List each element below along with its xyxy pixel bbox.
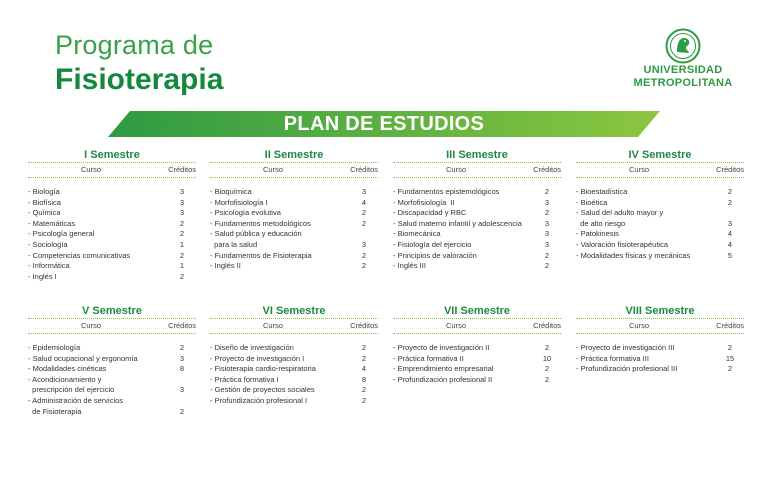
- course-name: - Principios de valoración: [393, 250, 477, 260]
- column-header: [576, 163, 744, 177]
- course-credits: 2: [544, 250, 550, 260]
- course-column-header: Curso: [628, 321, 649, 330]
- course-credits: 4: [727, 229, 733, 239]
- course-credits: 4: [361, 197, 367, 207]
- course-name: prescripción del ejercicio: [28, 385, 115, 395]
- course-credits: 3: [179, 187, 185, 196]
- dotted-divider: [28, 333, 196, 334]
- course-list: [393, 343, 561, 385]
- course-row: [576, 229, 744, 240]
- course-name: - Acondicionamiento y: [28, 374, 102, 384]
- credits-column-header: Créditos: [350, 321, 378, 330]
- course-name: - Salud del adulto mayor y: [576, 208, 664, 218]
- course-row: [210, 343, 378, 354]
- course-credits: 2: [544, 261, 550, 271]
- course-credits: 2: [727, 364, 733, 374]
- course-credits: 2: [361, 261, 367, 271]
- course-row: [576, 240, 744, 251]
- course-row: [210, 261, 378, 272]
- course-column-header: Curso: [80, 165, 101, 174]
- course-row: [393, 219, 561, 230]
- course-row: [393, 261, 561, 272]
- semester-block: [210, 148, 378, 272]
- course-row: [393, 251, 561, 262]
- course-row: [576, 354, 744, 365]
- course-row: [210, 396, 378, 407]
- plan-banner: [108, 111, 660, 137]
- course-credits: 3: [361, 187, 367, 196]
- course-row: [28, 364, 196, 375]
- course-row: [28, 240, 196, 251]
- course-row: [28, 343, 196, 354]
- course-credits: 2: [179, 343, 185, 352]
- semester-block: [576, 148, 744, 261]
- course-name: - Práctica formativa II: [393, 353, 464, 363]
- university-name-line1: UNIVERSIDAD: [643, 64, 723, 76]
- course-row: [210, 187, 378, 198]
- course-name: - Práctica formativa I: [210, 374, 279, 384]
- course-name: - Informática: [28, 261, 70, 271]
- credits-column-header: Créditos: [168, 165, 196, 174]
- course-name: - Valoración fisioterapéutica: [576, 239, 668, 249]
- course-name: de alto riesgo: [576, 218, 626, 228]
- course-credits: 4: [361, 364, 367, 374]
- course-row: [393, 198, 561, 209]
- course-row: [28, 229, 196, 240]
- dotted-divider: [210, 333, 378, 334]
- course-credits: 2: [361, 218, 367, 228]
- course-row: [393, 375, 561, 386]
- course-column-header: Curso: [445, 165, 466, 174]
- course-name: - Profundización profesional II: [393, 374, 493, 384]
- course-credits: [168, 396, 196, 407]
- course-name: - Profundización profesional I: [210, 395, 308, 405]
- banner-title: PLAN DE ESTUDIOS: [283, 113, 485, 135]
- course-list: [576, 187, 744, 261]
- course-name: - Sociología: [28, 239, 68, 249]
- course-row: [576, 219, 744, 230]
- course-row: [393, 343, 561, 354]
- column-header: [210, 163, 378, 177]
- course-credits: 1: [179, 261, 185, 271]
- course-row: [210, 208, 378, 219]
- course-row: [28, 198, 196, 209]
- course-credits: 3: [179, 197, 185, 207]
- dotted-divider: [393, 333, 561, 334]
- dotted-divider: [210, 177, 378, 178]
- course-credits: 8: [361, 374, 367, 384]
- dotted-divider: [393, 177, 561, 178]
- course-column-header: Curso: [445, 321, 466, 330]
- course-name: - Práctica formativa III: [576, 353, 649, 363]
- credits-column-header: Créditos: [716, 321, 744, 330]
- course-name: - Modalidades cinéticas: [28, 364, 107, 374]
- course-credits: [168, 375, 196, 386]
- course-row: [28, 407, 196, 418]
- semester-block: [393, 304, 561, 385]
- dotted-divider: [28, 177, 196, 178]
- course-row: [576, 251, 744, 262]
- program-title-line1: Programa de: [55, 30, 214, 60]
- course-credits: 2: [361, 250, 367, 260]
- column-header: [393, 319, 561, 333]
- course-name: - Administración de servicios: [28, 395, 124, 405]
- course-name: - Emprendimiento empresarial: [393, 364, 494, 374]
- course-credits: 2: [361, 385, 367, 395]
- course-credits: 2: [361, 353, 367, 363]
- course-credits: 2: [361, 395, 367, 405]
- credits-column-header: Créditos: [350, 165, 378, 174]
- semester-title: V Semestre: [82, 305, 142, 317]
- course-name: - Proyecto de investigación III: [576, 343, 675, 352]
- course-row: [393, 354, 561, 365]
- course-row: [393, 208, 561, 219]
- course-name: - Inglés II: [210, 261, 241, 271]
- credits-column-header: Créditos: [168, 321, 196, 330]
- semester-title: VI Semestre: [262, 305, 326, 317]
- course-row: [28, 251, 196, 262]
- course-credits: 2: [179, 218, 185, 228]
- course-credits: 4: [727, 239, 733, 249]
- course-credits: 2: [727, 187, 733, 196]
- course-name: - Bioquímica: [210, 187, 252, 196]
- course-credits: 2: [179, 250, 185, 260]
- course-name: - Proyecto de investigación II: [393, 343, 490, 352]
- course-name: - Epidemiología: [28, 343, 81, 352]
- course-credits: 2: [361, 208, 367, 218]
- course-column-header: Curso: [80, 321, 101, 330]
- course-name: - Proyecto de investigación I: [210, 353, 305, 363]
- course-row: [210, 251, 378, 262]
- course-row: [210, 240, 378, 251]
- course-row: [576, 198, 744, 209]
- semester-block: [576, 304, 744, 375]
- course-name: - Matemáticas: [28, 218, 76, 228]
- course-name: - Fisiología del ejercicio: [393, 239, 472, 249]
- course-name: - Biología: [28, 187, 60, 196]
- course-column-header: Curso: [628, 165, 649, 174]
- course-row: [210, 229, 378, 240]
- semester-title: VIII Semestre: [625, 305, 695, 317]
- course-credits: 2: [179, 271, 185, 281]
- course-name: - Salud materno infantil y adolescencia: [393, 218, 522, 228]
- course-name: - Salud ocupacional y ergonomía: [28, 353, 138, 363]
- course-credits: [350, 229, 378, 240]
- course-name: - Discapacidad y RBC: [393, 208, 467, 218]
- course-list: [28, 343, 196, 417]
- course-name: - Biofísica: [28, 197, 61, 207]
- semester-block: [28, 148, 196, 282]
- semester-title: III Semestre: [446, 149, 508, 161]
- course-name: - Psicología evolutiva: [210, 208, 281, 218]
- course-credits: [716, 208, 744, 219]
- course-row: [576, 208, 744, 219]
- course-credits: 2: [544, 343, 550, 352]
- course-row: [28, 396, 196, 407]
- course-row: [576, 343, 744, 354]
- course-credits: 2: [361, 343, 367, 352]
- course-row: [28, 261, 196, 272]
- course-name: de Fisioterapia: [28, 406, 82, 416]
- column-header: [576, 319, 744, 333]
- column-header: [28, 319, 196, 333]
- semester-title: VII Semestre: [443, 305, 511, 317]
- course-row: [28, 375, 196, 386]
- course-list: [28, 187, 196, 282]
- course-credits: 2: [544, 187, 550, 196]
- course-credits: 3: [544, 239, 550, 249]
- course-row: [210, 364, 378, 375]
- course-row: [393, 240, 561, 251]
- semester-block: [393, 148, 561, 272]
- course-credits: 2: [179, 229, 185, 239]
- semester-block: [28, 304, 196, 417]
- course-row: [210, 198, 378, 209]
- course-credits: 15: [725, 353, 735, 363]
- course-row: [28, 385, 196, 396]
- course-credits: 10: [542, 353, 552, 363]
- course-credits: 2: [544, 208, 550, 218]
- course-credits: 5: [727, 250, 733, 260]
- dotted-divider: [576, 333, 744, 334]
- course-name: - Modalidades físicas y mecánicas: [576, 250, 691, 260]
- course-name: - Gestión de proyectos sociales: [210, 385, 315, 395]
- course-row: [28, 208, 196, 219]
- course-credits: 1: [179, 239, 185, 249]
- course-name: - Inglés I: [28, 271, 57, 281]
- course-row: [393, 229, 561, 240]
- course-name: - Competencias comunicativas: [28, 250, 131, 260]
- course-credits: 3: [179, 353, 185, 363]
- course-name: - Profundización profesional III: [576, 364, 678, 374]
- course-credits: 3: [544, 197, 550, 207]
- course-credits: 8: [179, 364, 185, 374]
- course-credits: 3: [544, 229, 550, 239]
- course-list: [393, 187, 561, 272]
- semester-title: IV Semestre: [628, 149, 692, 161]
- course-column-header: Curso: [262, 321, 283, 330]
- course-row: [28, 187, 196, 198]
- course-name: - Química: [28, 208, 61, 218]
- column-header: [28, 163, 196, 177]
- course-credits: 3: [727, 218, 733, 228]
- course-row: [576, 187, 744, 198]
- course-name: - Bioestadística: [576, 187, 628, 196]
- course-credits: 2: [179, 406, 185, 416]
- course-name: - Biomecánica: [393, 229, 441, 239]
- course-column-header: Curso: [262, 165, 283, 174]
- course-row: [210, 385, 378, 396]
- course-row: [393, 187, 561, 198]
- credits-column-header: Créditos: [533, 165, 561, 174]
- university-seal-icon: [665, 28, 701, 64]
- course-name: - Fundamentos metodológicos: [210, 218, 311, 228]
- course-row: [210, 219, 378, 230]
- course-row: [393, 364, 561, 375]
- course-list: [576, 343, 744, 375]
- course-credits: 3: [361, 239, 367, 249]
- course-list: [210, 187, 378, 272]
- course-name: - Fundamentos epistemológicos: [393, 187, 500, 196]
- course-row: [28, 219, 196, 230]
- course-name: - Inglés III: [393, 261, 426, 271]
- course-name: - Patokinesis: [576, 229, 619, 239]
- university-name-line2: METROPOLITANA: [633, 77, 733, 89]
- course-name: - Bioética: [576, 197, 608, 207]
- course-name: para la salud: [210, 239, 258, 249]
- course-credits: 2: [544, 374, 550, 384]
- university-logo: [628, 28, 738, 90]
- course-credits: 2: [727, 343, 733, 352]
- course-name: - Diseño de investigación: [210, 343, 294, 352]
- course-row: [28, 354, 196, 365]
- column-header: [210, 319, 378, 333]
- course-credits: 3: [179, 208, 185, 218]
- semester-title: II Semestre: [264, 149, 324, 161]
- program-title-line2: Fisioterapia: [55, 63, 224, 96]
- course-row: [576, 364, 744, 375]
- credits-column-header: Créditos: [533, 321, 561, 330]
- course-credits: 2: [727, 197, 733, 207]
- dotted-divider: [576, 177, 744, 178]
- course-credits: 3: [544, 218, 550, 228]
- credits-column-header: Créditos: [716, 165, 744, 174]
- course-name: - Morfofisiología II: [393, 197, 455, 207]
- course-name: - Morfofisiología I: [210, 197, 268, 207]
- course-name: - Salud pública y educación: [210, 229, 302, 239]
- course-credits: 2: [544, 364, 550, 374]
- semester-block: [210, 304, 378, 407]
- semester-title: I Semestre: [84, 149, 140, 161]
- course-row: [210, 354, 378, 365]
- course-name: - Psicología general: [28, 229, 95, 239]
- course-list: [210, 343, 378, 407]
- course-row: [210, 375, 378, 386]
- course-name: - Fisioterapia cardio-respiratoria: [210, 364, 316, 374]
- course-name: - Fundamentos de Fisioterapia: [210, 250, 312, 260]
- column-header: [393, 163, 561, 177]
- course-credits: 3: [179, 385, 185, 395]
- course-row: [28, 272, 196, 283]
